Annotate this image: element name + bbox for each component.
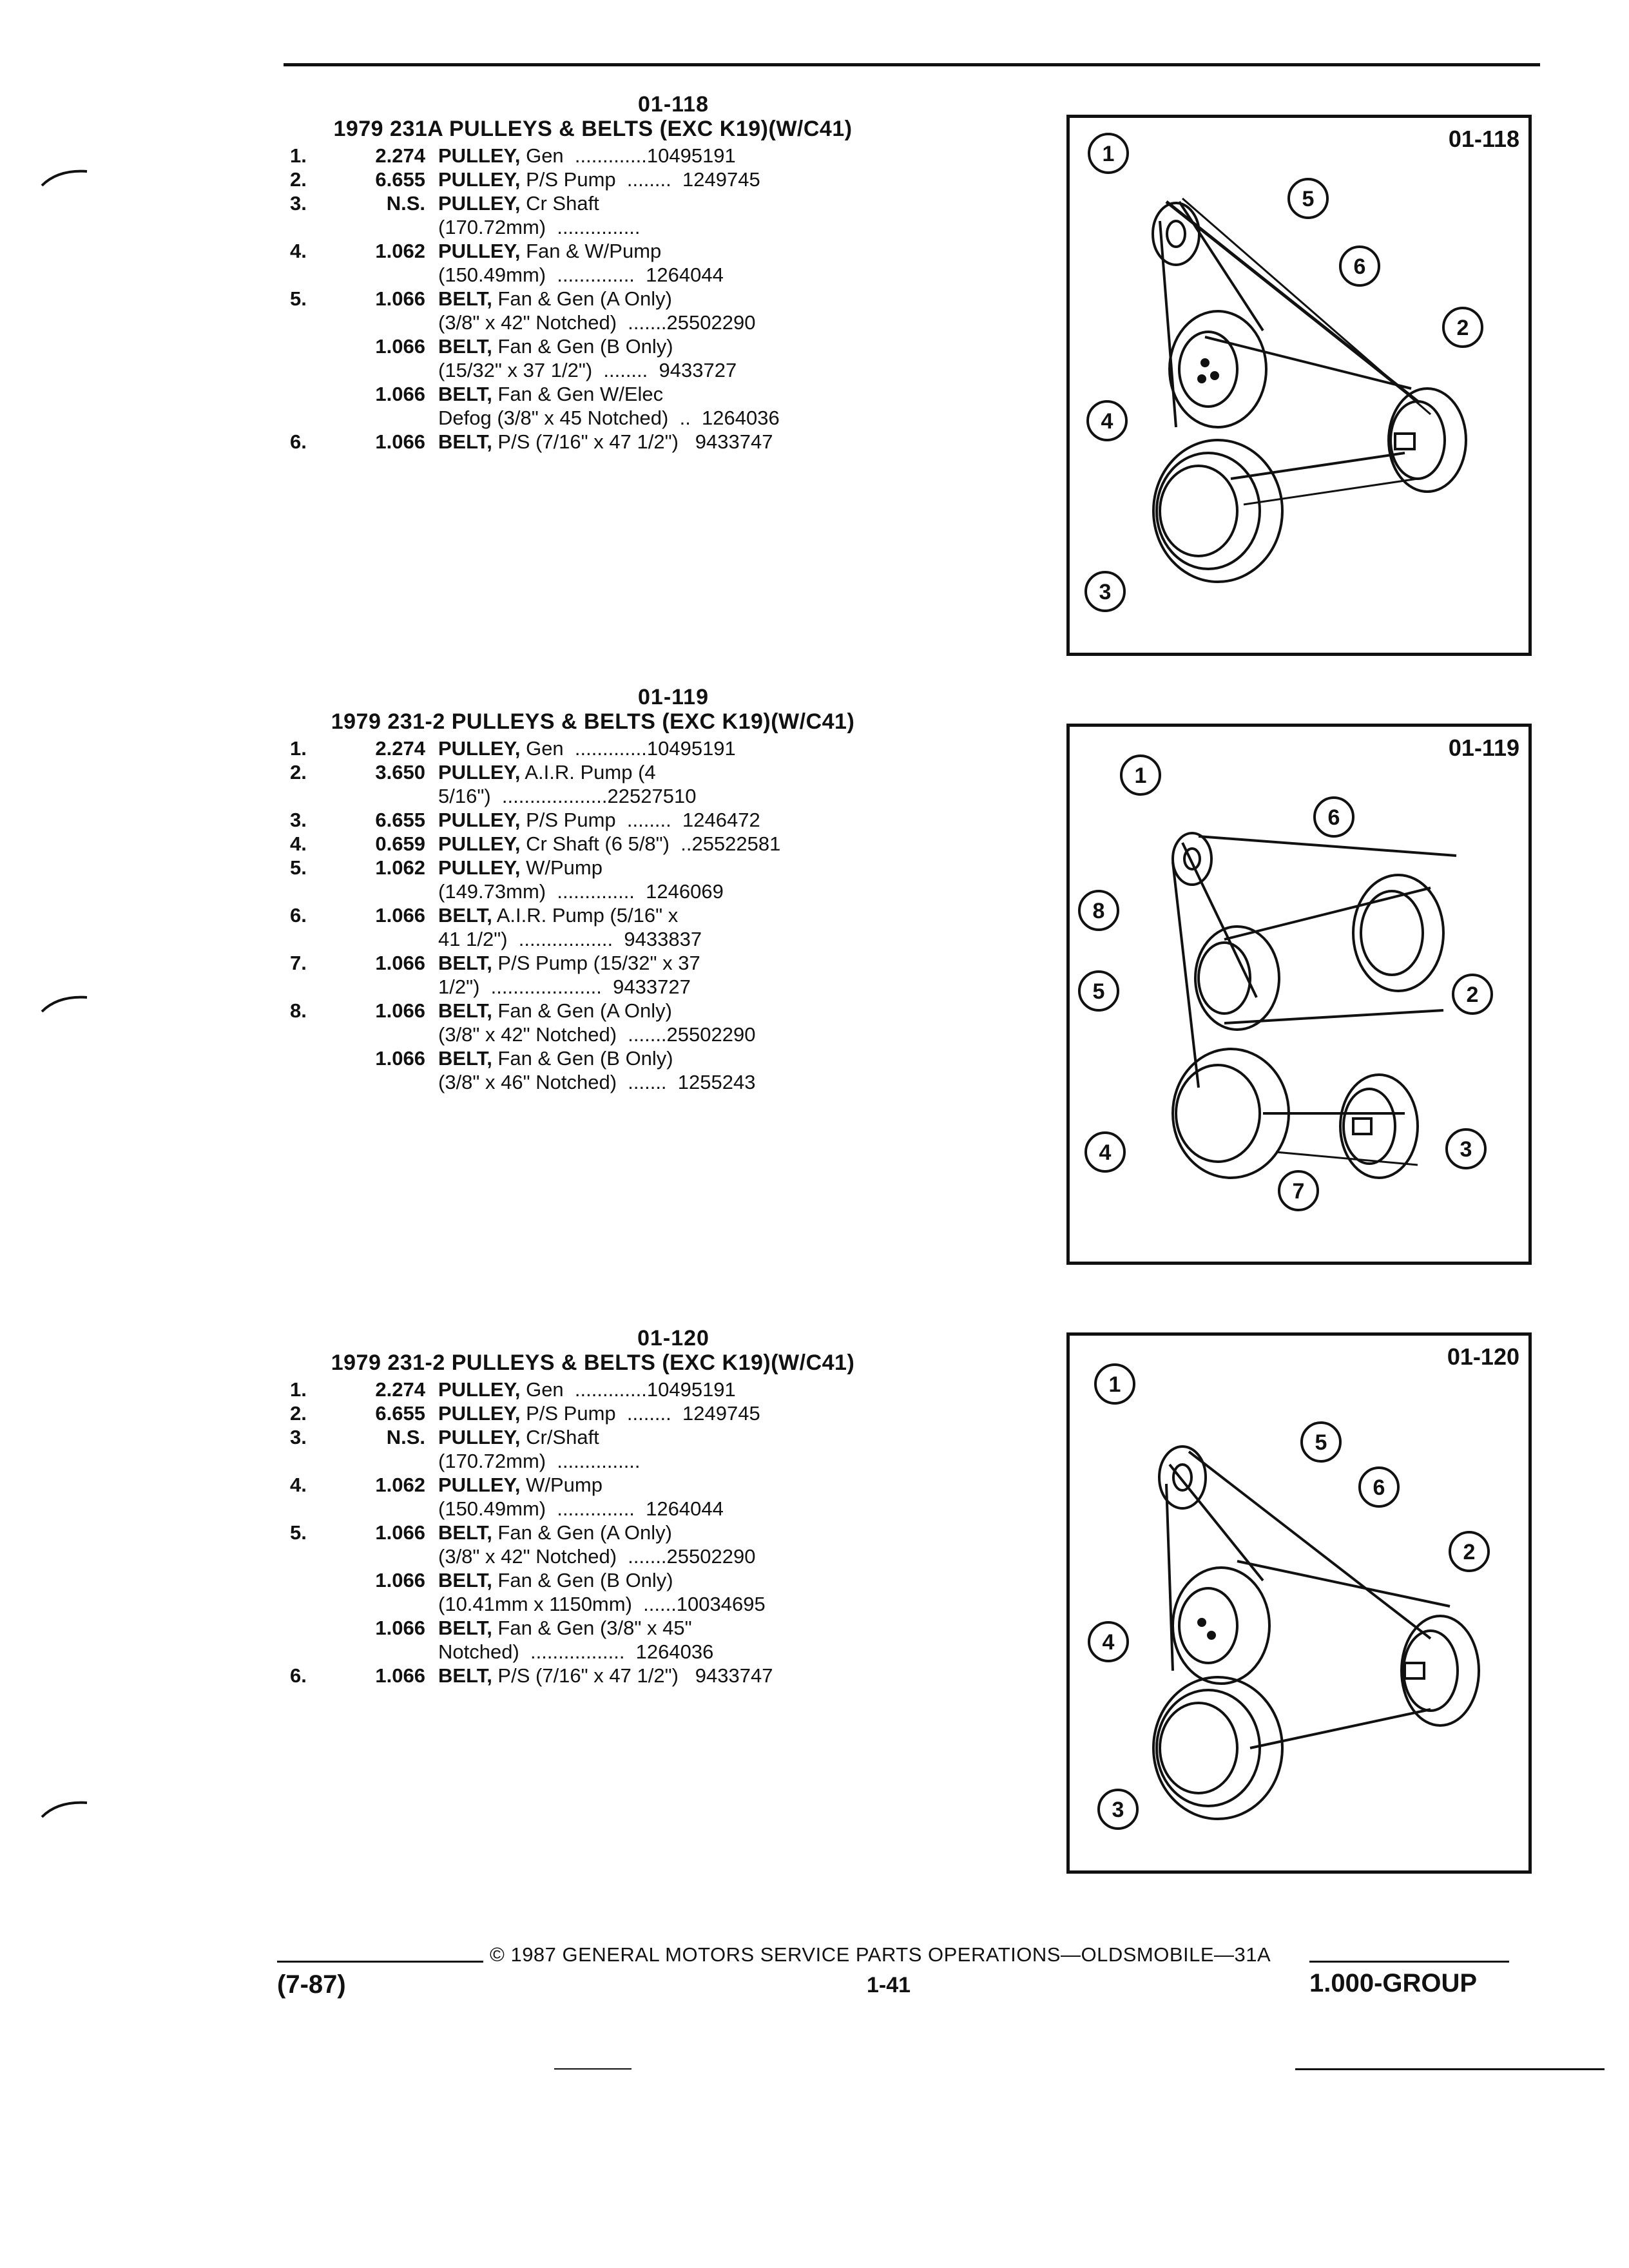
item-name: PULLEY,: [438, 168, 521, 191]
item-description: [438, 1046, 909, 1070]
item-name: BELT,: [438, 1569, 492, 1591]
part-row: [277, 784, 909, 808]
item-name: BELT,: [438, 430, 492, 453]
item-detail: P/S Pump ........ 1249745: [520, 168, 760, 191]
item-detail: Fan & Gen (B Only): [492, 335, 673, 358]
item-detail: A.I.R. Pump (4: [520, 761, 656, 783]
page-number: 1-41: [867, 1973, 911, 1997]
item-detail: Fan & Gen (A Only): [492, 1521, 672, 1544]
section-01-119: [277, 685, 909, 1094]
item-quantity: 1.066: [375, 999, 425, 1022]
callout-3: [1086, 572, 1124, 611]
figure-01-118: [1066, 115, 1532, 656]
item-description: [438, 1401, 909, 1425]
item-description: [438, 1497, 909, 1521]
copyright-notice: © 1987 GENERAL MOTORS SERVICE PARTS OPERATIONS—OLDSMOBILE—31A: [490, 1943, 1271, 1966]
figure-label: 01-119: [1448, 735, 1519, 761]
item-detail: A.I.R. Pump (5/16" x: [492, 904, 679, 927]
item-detail: Fan & Gen (3/8" x 45": [492, 1617, 692, 1639]
pulley-diagram-01-120: [1070, 1336, 1528, 1870]
item-detail: P/S Pump ........ 1249745: [520, 1402, 760, 1425]
item-detail: Defog (3/8" x 45 Notched) .. 1264036: [438, 407, 780, 429]
figure-01-120: [1066, 1332, 1532, 1874]
item-description: [438, 1616, 909, 1640]
part-row: [277, 999, 909, 1023]
item-description: [438, 382, 909, 406]
item-number: 4.: [290, 832, 307, 855]
item-description: [438, 736, 909, 760]
pulley-diagram-01-118: [1070, 118, 1528, 653]
svg-text:4: 4: [1102, 1630, 1115, 1655]
item-description: [438, 144, 909, 168]
item-quantity: 1.066: [375, 335, 425, 358]
part-row: [277, 168, 909, 191]
item-quantity: 1.066: [375, 1521, 425, 1544]
part-row: [277, 430, 909, 454]
svg-text:1: 1: [1102, 142, 1115, 166]
item-detail: Gen .............10495191: [520, 737, 736, 760]
svg-text:2: 2: [1463, 1540, 1476, 1564]
part-row: [277, 1425, 909, 1449]
item-description: [438, 1521, 909, 1544]
item-description: [438, 1473, 909, 1497]
part-row: [277, 191, 909, 215]
item-quantity: 2.274: [375, 1378, 425, 1401]
part-row: [277, 856, 909, 879]
callout-1: [1121, 756, 1160, 794]
part-row: [277, 1544, 909, 1568]
item-quantity: 1.062: [375, 856, 425, 879]
item-quantity: 3.650: [375, 761, 425, 783]
item-detail: (150.49mm) .............. 1264044: [438, 264, 724, 286]
item-name: PULLEY,: [438, 832, 521, 855]
item-description: [438, 1544, 909, 1568]
item-name: PULLEY,: [438, 192, 521, 215]
item-name: BELT,: [438, 335, 492, 358]
callout-6: [1360, 1468, 1398, 1506]
part-row: [277, 382, 909, 406]
item-description: [438, 1449, 909, 1473]
item-detail: (150.49mm) .............. 1264044: [438, 1497, 724, 1520]
item-description: [438, 1425, 909, 1449]
section-title: 1979 231A PULLEYS & BELTS (EXC K19)(W/C41): [333, 117, 853, 141]
item-name: BELT,: [438, 383, 492, 405]
part-row: [277, 1023, 909, 1046]
callout-4: [1086, 1133, 1124, 1171]
item-description: [438, 430, 909, 454]
section-title: 1979 231-2 PULLEYS & BELTS (EXC K19)(W/C41): [331, 1350, 855, 1375]
item-number: 3.: [290, 1426, 307, 1448]
item-quantity: 1.066: [375, 1569, 425, 1591]
item-detail: P/S Pump ........ 1246472: [520, 809, 760, 831]
item-quantity: 1.062: [375, 1474, 425, 1496]
item-number: 4.: [290, 240, 307, 262]
figure-01-119: [1066, 724, 1532, 1265]
item-description: [438, 903, 909, 927]
svg-text:7: 7: [1292, 1179, 1305, 1204]
item-description: [438, 406, 909, 430]
item-quantity: 1.066: [375, 430, 425, 453]
svg-text:3: 3: [1460, 1137, 1472, 1162]
part-row: [277, 879, 909, 903]
item-description: [438, 191, 909, 215]
part-row: [277, 215, 909, 239]
part-row: [277, 239, 909, 263]
item-detail: (3/8" x 42" Notched) .......25502290: [438, 1023, 756, 1046]
part-row: [277, 1473, 909, 1497]
item-number: 6.: [290, 430, 307, 453]
item-name: BELT,: [438, 287, 492, 310]
part-row: [277, 1046, 909, 1070]
part-row: [277, 903, 909, 927]
item-detail: Fan & Gen (B Only): [492, 1569, 673, 1591]
item-quantity: N.S.: [386, 1426, 425, 1448]
svg-text:1: 1: [1108, 1372, 1121, 1397]
section-01-118: [277, 92, 909, 454]
item-quantity: 6.655: [375, 168, 425, 191]
svg-text:5: 5: [1302, 187, 1315, 211]
svg-text:6: 6: [1373, 1475, 1385, 1500]
item-description: [438, 760, 909, 784]
svg-text:5: 5: [1315, 1430, 1327, 1455]
svg-text:3: 3: [1112, 1798, 1124, 1822]
item-quantity: N.S.: [386, 192, 425, 215]
item-quantity: 6.655: [375, 1402, 425, 1425]
item-description: [438, 784, 909, 808]
binder-mark: [39, 1798, 90, 1823]
part-row: [277, 975, 909, 999]
item-number: 3.: [290, 809, 307, 831]
group-label: 1.000-GROUP: [1309, 1969, 1478, 1997]
part-row: [277, 311, 909, 334]
part-row: [277, 951, 909, 975]
top-rule: [284, 63, 1540, 66]
svg-text:5: 5: [1092, 979, 1105, 1004]
svg-text:6: 6: [1353, 255, 1366, 279]
item-quantity: 1.066: [375, 383, 425, 405]
item-name: BELT,: [438, 999, 492, 1022]
item-quantity: 1.066: [375, 1047, 425, 1070]
item-detail: Fan & Gen W/Elec: [492, 383, 664, 405]
item-name: BELT,: [438, 1664, 492, 1687]
item-quantity: 6.655: [375, 809, 425, 831]
part-row: [277, 144, 909, 168]
item-detail: (170.72mm) ...............: [438, 1450, 641, 1472]
item-description: [438, 311, 909, 334]
item-number: 4.: [290, 1474, 307, 1496]
item-name: BELT,: [438, 1521, 492, 1544]
callout-3: [1447, 1129, 1485, 1168]
part-row: [277, 1497, 909, 1521]
callout-6: [1340, 247, 1379, 285]
item-description: [438, 1664, 909, 1687]
item-number: 3.: [290, 192, 307, 215]
callout-5: [1302, 1423, 1340, 1461]
item-detail: (10.41mm x 1150mm) ......10034695: [438, 1593, 766, 1615]
item-description: [438, 239, 909, 263]
item-detail: 41 1/2") ................. 9433837: [438, 928, 702, 950]
callout-6: [1315, 798, 1353, 836]
item-description: [438, 263, 909, 287]
svg-text:1: 1: [1134, 764, 1147, 788]
callout-2: [1453, 975, 1492, 1014]
item-quantity: 1.066: [375, 904, 425, 927]
item-quantity: 2.274: [375, 144, 425, 167]
svg-text:3: 3: [1099, 580, 1112, 604]
item-detail: Gen .............10495191: [520, 1378, 736, 1401]
item-number: 1.: [290, 1378, 307, 1401]
part-row: [277, 1449, 909, 1473]
item-description: [438, 951, 909, 975]
part-row: [277, 1664, 909, 1687]
part-row: [277, 1616, 909, 1640]
item-number: 5.: [290, 856, 307, 879]
svg-text:8: 8: [1092, 899, 1105, 923]
item-description: [438, 1568, 909, 1592]
item-name: PULLEY,: [438, 856, 521, 879]
svg-text:6: 6: [1327, 805, 1340, 830]
item-description: [438, 168, 909, 191]
item-quantity: 1.066: [375, 287, 425, 310]
item-detail: (3/8" x 42" Notched) .......25502290: [438, 311, 756, 334]
item-description: [438, 975, 909, 999]
part-row: [277, 1640, 909, 1664]
item-description: [438, 856, 909, 879]
callout-2: [1450, 1532, 1489, 1571]
callout-3: [1099, 1790, 1137, 1829]
part-row: [277, 287, 909, 311]
item-name: PULLEY,: [438, 1426, 521, 1448]
item-quantity: 0.659: [375, 832, 425, 855]
bottom-rule-short: [554, 2068, 631, 2070]
item-quantity: 1.066: [375, 1664, 425, 1687]
item-name: PULLEY,: [438, 1378, 521, 1401]
part-row: [277, 736, 909, 760]
item-number: 7.: [290, 952, 307, 974]
item-description: [438, 1023, 909, 1046]
item-description: [438, 999, 909, 1023]
item-detail: Cr Shaft (6 5/8") ..25522581: [520, 832, 781, 855]
part-row: [277, 1401, 909, 1425]
item-description: [438, 215, 909, 239]
item-name: PULLEY,: [438, 809, 521, 831]
item-description: [438, 808, 909, 832]
parts-list: [277, 144, 909, 454]
item-number: 2.: [290, 1402, 307, 1425]
item-detail: P/S Pump (15/32" x 37: [492, 952, 700, 974]
item-detail: (15/32" x 37 1/2") ........ 9433727: [438, 359, 737, 381]
parts-list: [277, 736, 909, 1094]
item-description: [438, 1592, 909, 1616]
callout-8: [1079, 891, 1118, 930]
item-number: 1.: [290, 737, 307, 760]
callout-4: [1088, 401, 1126, 440]
item-name: BELT,: [438, 1047, 492, 1070]
item-detail: W/Pump: [520, 856, 602, 879]
section-01-120: [277, 1326, 909, 1687]
item-number: 2.: [290, 761, 307, 783]
part-row: [277, 927, 909, 951]
callout-1: [1095, 1365, 1134, 1403]
item-detail: Cr Shaft: [520, 192, 599, 215]
item-name: PULLEY,: [438, 761, 521, 783]
part-row: [277, 1070, 909, 1094]
item-number: 6.: [290, 904, 307, 927]
footer-rule-right: [1309, 1961, 1509, 1963]
part-row: [277, 1592, 909, 1616]
revision-date: (7-87): [277, 1970, 346, 1999]
item-description: [438, 832, 909, 856]
item-detail: Cr/Shaft: [520, 1426, 599, 1448]
item-name: BELT,: [438, 952, 492, 974]
item-detail: Gen .............10495191: [520, 144, 736, 167]
item-name: BELT,: [438, 904, 492, 927]
item-detail: Fan & Gen (B Only): [492, 1047, 673, 1070]
item-number: 8.: [290, 999, 307, 1022]
part-row: [277, 263, 909, 287]
part-row: [277, 808, 909, 832]
part-row: [277, 1521, 909, 1544]
part-row: [277, 760, 909, 784]
item-detail: Notched) ................. 1264036: [438, 1640, 714, 1663]
svg-text:4: 4: [1101, 409, 1113, 434]
item-detail: Fan & Gen (A Only): [492, 999, 672, 1022]
item-description: [438, 358, 909, 382]
section-title: 1979 231-2 PULLEYS & BELTS (EXC K19)(W/C41): [331, 709, 855, 734]
part-row: [277, 406, 909, 430]
item-detail: (170.72mm) ...............: [438, 216, 641, 238]
item-name: PULLEY,: [438, 737, 521, 760]
item-quantity: 1.062: [375, 240, 425, 262]
item-description: [438, 1640, 909, 1664]
item-quantity: 1.066: [375, 952, 425, 974]
item-detail: (3/8" x 46" Notched) ....... 1255243: [438, 1071, 756, 1093]
item-description: [438, 927, 909, 951]
item-quantity: 2.274: [375, 737, 425, 760]
callout-7: [1279, 1171, 1318, 1210]
part-row: [277, 832, 909, 856]
parts-list: [277, 1378, 909, 1687]
item-number: 1.: [290, 144, 307, 167]
bottom-rule: [1295, 2068, 1605, 2070]
item-detail: (149.73mm) .............. 1246069: [438, 880, 724, 903]
binder-mark: [39, 166, 90, 192]
figure-label: 01-120: [1447, 1343, 1519, 1370]
item-detail: P/S (7/16" x 47 1/2") 9433747: [492, 1664, 773, 1687]
item-detail: 5/16") ...................22527510: [438, 785, 697, 807]
item-detail: Fan & W/Pump: [520, 240, 662, 262]
item-name: PULLEY,: [438, 240, 521, 262]
part-row: [277, 358, 909, 382]
callout-4: [1089, 1622, 1128, 1661]
callout-1: [1089, 134, 1128, 173]
item-description: [438, 879, 909, 903]
footer-rule-left: [277, 1961, 483, 1963]
item-detail: (3/8" x 42" Notched) .......25502290: [438, 1545, 756, 1568]
pulley-diagram-01-119: [1070, 727, 1528, 1262]
item-number: 5.: [290, 287, 307, 310]
item-number: 5.: [290, 1521, 307, 1544]
item-detail: W/Pump: [520, 1474, 602, 1496]
part-row: [277, 1378, 909, 1401]
item-quantity: 1.066: [375, 1617, 425, 1639]
part-row: [277, 1568, 909, 1592]
svg-text:4: 4: [1099, 1140, 1112, 1165]
item-number: 2.: [290, 168, 307, 191]
section-code: 01-119: [638, 685, 709, 709]
item-number: 6.: [290, 1664, 307, 1687]
svg-text:2: 2: [1456, 316, 1469, 340]
item-name: PULLEY,: [438, 144, 521, 167]
binder-mark: [39, 992, 90, 1018]
callout-2: [1443, 308, 1482, 347]
item-description: [438, 334, 909, 358]
figure-label: 01-118: [1448, 126, 1519, 152]
item-description: [438, 287, 909, 311]
item-detail: Fan & Gen (A Only): [492, 287, 672, 310]
section-code: 01-120: [637, 1326, 709, 1350]
item-name: PULLEY,: [438, 1474, 521, 1496]
section-code: 01-118: [638, 92, 709, 117]
item-name: PULLEY,: [438, 1402, 521, 1425]
item-name: BELT,: [438, 1617, 492, 1639]
callout-5: [1079, 972, 1118, 1010]
svg-text:2: 2: [1466, 983, 1479, 1007]
item-description: [438, 1378, 909, 1401]
part-row: [277, 334, 909, 358]
item-detail: P/S (7/16" x 47 1/2") 9433747: [492, 430, 773, 453]
item-detail: 1/2") .................... 9433727: [438, 975, 691, 998]
item-description: [438, 1070, 909, 1094]
callout-5: [1289, 179, 1327, 218]
